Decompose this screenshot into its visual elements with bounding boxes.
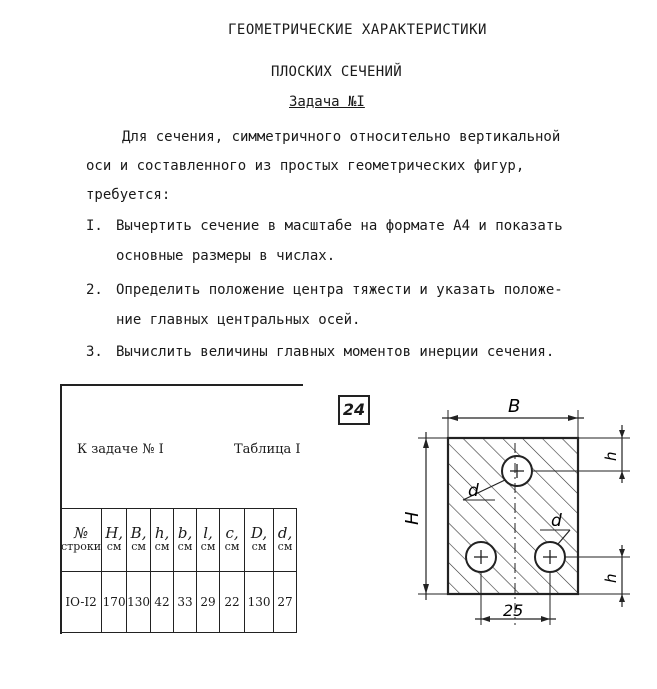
dimension-H-label: H xyxy=(402,511,423,525)
intro-line-3: требуется: xyxy=(86,187,171,203)
row-label-cell: IO-I2 xyxy=(61,572,102,633)
dimension-B-label: B xyxy=(508,396,521,417)
list-item xyxy=(86,275,646,335)
value-cell-c: 22 xyxy=(220,572,245,633)
value-cell-l: 29 xyxy=(197,572,220,633)
item-number: 2. xyxy=(86,282,103,298)
table-top-border xyxy=(60,384,303,386)
header-cell-row-number: № строки xyxy=(61,509,102,572)
section-drawing xyxy=(330,385,650,645)
section-figure xyxy=(330,385,650,645)
table-name: Таблица I xyxy=(234,442,301,457)
list-item xyxy=(86,337,646,367)
intro-line-1: Для сечения, симметричного относительно вертикальной xyxy=(122,129,561,145)
value-cell-b: 33 xyxy=(174,572,197,633)
requirements-list xyxy=(86,211,646,367)
header-cell-h: h, см xyxy=(151,509,174,572)
header-cell-c: c, см xyxy=(220,509,245,572)
header-cell-H: H, см xyxy=(102,509,127,572)
dimension-h-bottom-label: h xyxy=(602,573,620,583)
intro-line-2: оси и составленного из простых геометрических фигур, xyxy=(86,158,525,174)
item-text-continued: основные размеры в числах. xyxy=(116,248,336,264)
intro-paragraph xyxy=(86,123,636,210)
table-caption: К задаче № I xyxy=(77,442,164,457)
dimension-25-label: 25 xyxy=(503,601,524,620)
dimension-d-right-label: d xyxy=(551,511,562,531)
table-row xyxy=(61,572,297,633)
table-header-row xyxy=(61,509,297,572)
header-cell-B: B, см xyxy=(127,509,151,572)
header-cell-D: D, см xyxy=(245,509,274,572)
dimension-d-top-label: d xyxy=(468,481,479,501)
item-text-continued: ние главных центральных осей. xyxy=(116,312,361,328)
data-table xyxy=(60,508,297,633)
value-cell-d: 27 xyxy=(274,572,297,633)
task-heading: Задача №I xyxy=(289,94,365,110)
item-number: I. xyxy=(86,218,103,234)
page-subtitle: ПЛОСКИХ СЕЧЕНИЙ xyxy=(271,64,402,80)
list-item xyxy=(86,211,646,271)
item-number: 3. xyxy=(86,344,103,360)
data-table-block xyxy=(60,384,303,634)
dimension-h-top-label: h xyxy=(602,451,620,461)
item-text: Определить положение центра тяжести и указать положе- xyxy=(116,282,563,298)
value-cell-B: 130 xyxy=(127,572,151,633)
header-cell-b: b, см xyxy=(174,509,197,572)
header-cell-d: d, см xyxy=(274,509,297,572)
item-text: Вычертить сечение в масштабе на формате А4 и показать xyxy=(116,218,563,234)
value-cell-h: 42 xyxy=(151,572,174,633)
value-cell-H: 170 xyxy=(102,572,127,633)
value-cell-D: 130 xyxy=(245,572,274,633)
item-text: Вычислить величины главных моментов инерции сечения. xyxy=(116,344,555,360)
figure-number-badge: 24 xyxy=(338,395,370,425)
page-title: ГЕОМЕТРИЧЕСКИЕ ХАРАКТЕРИСТИКИ xyxy=(228,22,487,38)
header-cell-l: l, см xyxy=(197,509,220,572)
